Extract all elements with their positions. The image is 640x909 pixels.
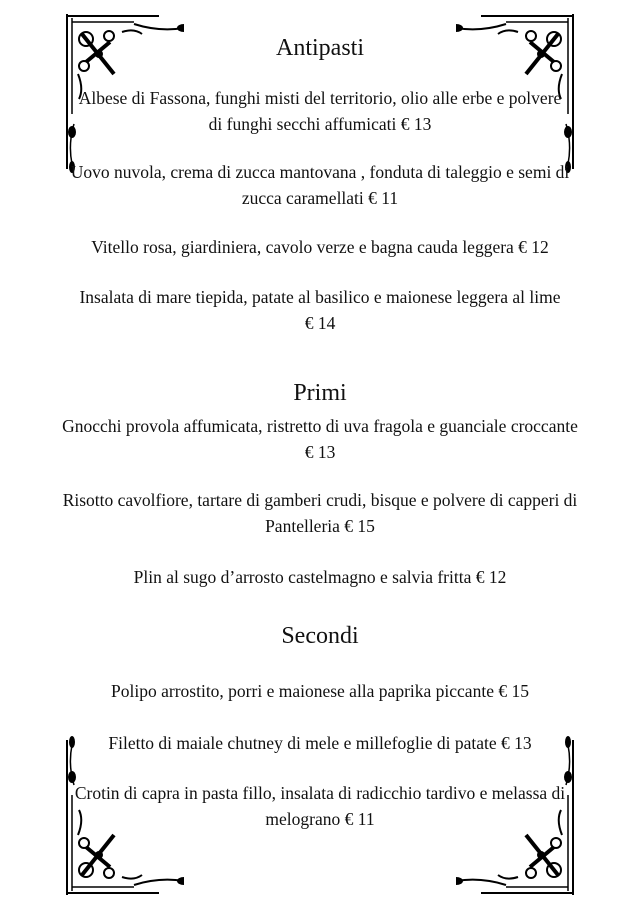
menu-item: Plin al sugo d’arrosto castelmagno e salvia fritta € 12: [133, 567, 507, 587]
menu-item: Albese di Fassona, funghi misti del territorio, olio alle erbe e polvere di funghi secchi affumicati € 13: [78, 88, 562, 134]
menu-item: Crotin di capra in pasta fillo, insalata di radicchio tardivo e melassa di melograno € 11: [74, 783, 566, 829]
menu-item: Gnocchi provola affumicata, ristretto di uva fragola e guanciale croccante € 13: [62, 416, 578, 462]
menu-item: Filetto di maiale chutney di mele e millefoglie di patate € 13: [108, 733, 532, 753]
menu-item: Polipo arrostito, porri e maionese alla paprika piccante € 15: [111, 681, 529, 701]
menu-item: Risotto cavolfiore, tartare di gamberi crudi, bisque e polvere di capperi di Pantelleria € 15: [62, 490, 578, 536]
section-title-secondi: Secondi: [281, 623, 359, 649]
section-title-primi: Primi: [293, 380, 347, 406]
menu-item: Insalata di mare tiepida, patate al basilico e maionese leggera al lime € 14: [79, 287, 561, 333]
menu-item: Vitello rosa, giardiniera, cavolo verze e bagna cauda leggera € 12: [91, 237, 549, 257]
section-title-antipasti: Antipasti: [276, 35, 364, 61]
menu-item: Uovo nuvola, crema di zucca mantovana , fonduta di taleggio e semi di zucca caramellati € 11: [70, 162, 570, 208]
